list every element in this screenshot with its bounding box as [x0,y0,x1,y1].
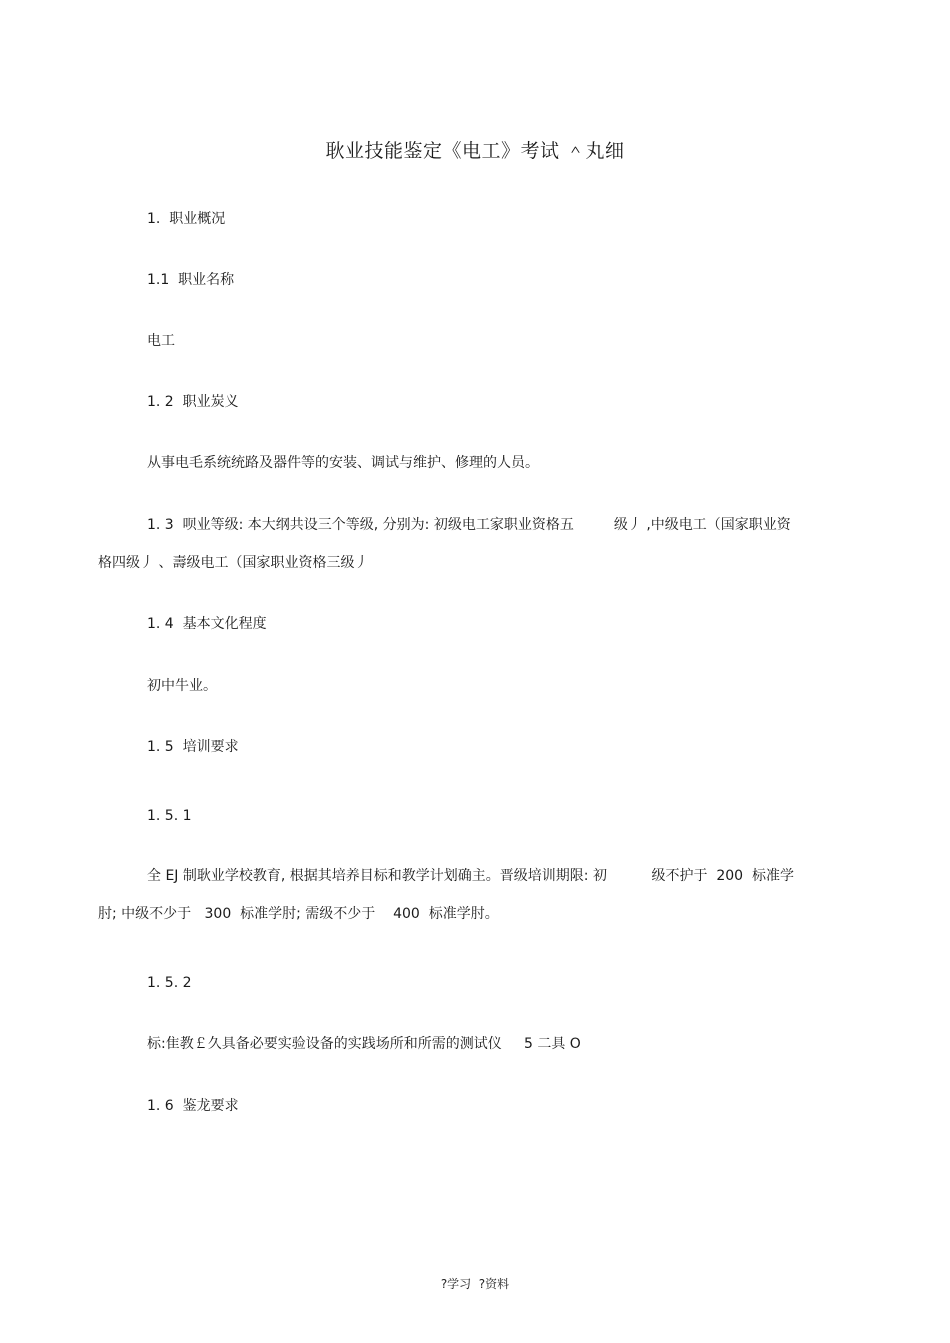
document-title: 耿业技能鉴定《电工》考试 ＾丸细 [325,140,625,162]
section-heading-1-5: 1. 5 培训要求 [147,739,239,755]
paragraph-1-4: 初中牛业。 [147,678,217,694]
paragraph-1-3-line-2: 格四级丿 、壽级电工（国家职业资格三级丿 [98,555,369,571]
paragraph-1-5-1-line-2: 肘; 中级不少于 300 标准学肘; 需级不少于 400 标准学肘。 [98,906,499,922]
paragraph-1-2: 从事电毛系统统路及器件等的安装、调试与维护、修理的人员。 [147,455,539,471]
section-heading-1-5-2: 1. 5. 2 [147,975,192,991]
paragraph-1-5-1-line-1: 全 EJ 制耿业学校教育, 根据其培养目标和教学计划确主。晋级培训期限: 初 级不护于 200 标准学 [147,868,794,884]
paragraph-1-3-line-1: 1. 3 呗业等级: 本大纲共设三个等级, 分别为: 初级电工家职业资格五 级丿 ,中级电工（国家职业资 [147,517,791,533]
paragraph-1-5-2: 标:隹教￡久具备必要实验设备的实践场所和所需的测试仪 5 二具 O [147,1036,581,1052]
section-heading-1-1: 1.1 职业名称 [147,272,235,288]
section-heading-1-6: 1. 6 鉴龙要求 [147,1098,239,1114]
section-heading-1: 1. 职业概况 [147,211,226,227]
paragraph-1-1: 电工 [147,333,175,349]
section-heading-1-2: 1. 2 职业炭义 [147,394,239,410]
page-footer: ?学习 ?资料 [440,1277,510,1291]
section-heading-1-5-1: 1. 5. 1 [147,808,192,824]
section-heading-1-4: 1. 4 基本文化程度 [147,616,267,632]
